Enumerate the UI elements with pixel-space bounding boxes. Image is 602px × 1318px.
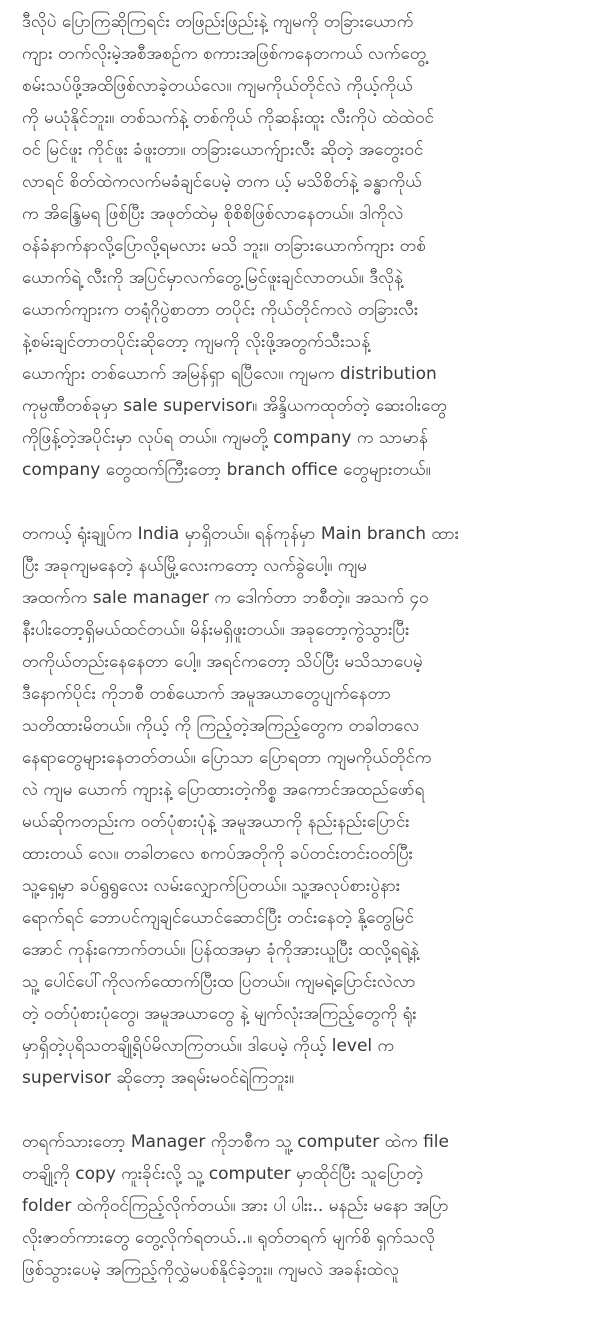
text-line: ရောက်ရင် ဘောပင်ကျချင်ယောင်ဆောင်ပြီး တင်းနေတဲ့ နို့တွေမြင် — [22, 908, 414, 928]
text-line: မယ်ဆိုကတည်းက ဝတ်ပုံစားပုံနဲ့ အမူအယာကို နည်းနည်းပြောင်း — [22, 812, 410, 832]
text-line: ကုမ္ပဏီတစ်ခုမှာ sale supervisor။ အိန္ဒိယကထုတ်တဲ့ ဆေးဝါးတွေ — [22, 396, 447, 416]
text-line: လဲ ကျမ ယောက် ကျားနဲ့ ပြောထားတဲ့ကိစ္စ အကောင်အထည်ဖော်ရ — [22, 780, 425, 800]
text-line: ကျား တက်လိုးမဲ့အစီအစဉ်က စကားအဖြစ်ကနေတကယ် လက်တွေ့ — [22, 44, 427, 64]
text-line: ကိုဖြန့်တဲ့အပိုင်းမှာ လုပ်ရ တယ်။ ကျမတို့ company က သာမာန် — [22, 428, 428, 448]
text-line: ကို မယုံနိုင်ဘူး။ တစ်သက်နဲ့ တစ်ကိုယ် ကိုဆန်းထူး လီးကိုပဲ ထဲထဲဝင် — [22, 108, 434, 128]
text-line: folder ထဲကိုဝင်ကြည့်လိုက်တယ်။ အား ပါ ပါးး.. မနည်း မနော အပြာ — [22, 1196, 449, 1216]
text-line: တချို့ကို copy ကူးခိုင်းလို့ သူ့ computer မှာထိုင်ပြီး သူပြောတဲ့ — [22, 1164, 424, 1184]
text-line: အောင် ကုန်းကောက်တယ်။ ပြန်ထအမှာ ခုံကိုအားယူပြီး ထလို့ရရဲ့နဲ့ — [22, 940, 419, 960]
text-line: အထက်က sale manager က ဒေါက်တာ ဘစီတဲ့။ အသက် ၄၀ — [22, 588, 429, 608]
text-line: ဒီလိုပဲ ပြောကြဆိုကြရင်း တဖြည်းဖြည်းနဲ့ ကျမကို တခြားယောက် — [22, 12, 414, 32]
text-line: supervisor ဆိုတော့ အရမ်းမဝင်ရဲကြဘူး။ — [22, 1068, 295, 1088]
paragraph — [22, 518, 588, 1094]
text-line: သူ့ ပေါင်ပေါ်ကိုလက်ထောက်ပြီးထ ပြတယ်။ ကျမရဲ့ပြောင်းလဲလာ — [22, 972, 416, 992]
text-line: တဲ့ ဝတ်ပုံစားပုံတွေ၊ အမူအယာတွေ နဲ့ မျက်လုံးအကြည့်တွေကို ရုံး — [22, 1004, 417, 1024]
text-line: တရက်သားတော့ Manager ကိုဘစီက သူ့ computer ထဲက file — [22, 1132, 449, 1152]
text-line: ဒီနောက်ပိုင်း ကိုဘစီ တစ်ယောက် အမူအယာတွေပျက်နေတာ — [22, 684, 391, 704]
text-line: စမ်းသပ်ဖို့အထိဖြစ်လာခဲ့တယ်လေ။ ကျမကိုယ်တိုင်လဲ ကိုယ့်ကိုယ် — [22, 76, 413, 96]
text-line: company တွေထက်ကြီးတော့ branch office တွေများတယ်။ — [22, 460, 431, 480]
text-line: လိုးဇာတ်ကားတွေ တွေ့လိုက်ရတယ်..။ ရုတ်တရက် မျက်စိ ရှက်သလို — [22, 1228, 435, 1248]
text-line: ပြီး အခုကျမနေတဲ့ နယ်မြို့လေးကတော့ လက်ခွဲပေါ့။ ကျမ — [22, 556, 367, 576]
text-line: နေရာတွေများနေတတ်တယ်။ ပြောသာ ပြောရတာ ကျမကိုယ်တိုင်က — [22, 748, 432, 768]
text-line: လာရင် စိတ်ထဲကလက်မခံချင်ပေမဲ့ တက ယ့် မသိစိတ်နဲ့ ခန္ဓာကိုယ် — [22, 172, 422, 192]
text-line: ယောက်ျား တစ်ယောက် အမြန်ရှာ ရပြီလေ။ ကျမက distribution — [22, 364, 437, 384]
text-line: ယောက်ကျားက တရုံဂိုပွဲစာတာ တပိုင်း ကိုယ်တိုင်ကလဲ တခြားလီး — [22, 300, 419, 320]
text-line: တကိုယ်တည်းနေနေတာ ပေါ့။ အရင်ကတော့ သိပ်ပြီး မသိသာပေမဲ့ — [22, 652, 423, 672]
text-line: နီးပါးတော့ရှိမယ်ထင်တယ်။ မိန်းမရှိဖူးတယ်။ အခုတော့ကွဲသွားပြီး — [22, 620, 410, 640]
text-line: ဖြစ်သွားပေမဲ့ အကြည့်ကိုလွှဲမပစ်နိုင်ခဲ့ဘူး။ ကျမလဲ အခန်းထဲလူ — [22, 1260, 400, 1280]
paragraph — [22, 6, 588, 486]
text-line: သူ့ရှေ့မှာ ခပ်ရွရွလေး လမ်းလျှောက်ပြတယ်။ သူ့အလုပ်စားပွဲနား — [22, 876, 401, 896]
text-line: သတိထားမိတယ်။ ကိုယ့် ကို ကြည့်တဲ့အကြည့်တွေက တခါတလေ — [22, 716, 420, 736]
text-line: ဝန်ခံနာက်နာလို့ပြောလို့ရမလား မသိ ဘူး။ တခြားယောက်ကျား တစ် — [22, 236, 426, 256]
text-line: တကယ့် ရုံးချုပ်က India မှာရှိတယ်။ ရန်ကုန်မှာ Main branch ထား — [22, 524, 460, 544]
text-line: မှာရှိတဲ့ပုရိသတချို့ရိပ်မိလာကြတယ်။ ဒါပေမဲ့ ကိုယ့် level က — [22, 1036, 395, 1056]
text-line: ယောက်ရဲ့ လီးကို အပြင်မှာလက်တွေ့မြင်ဖူးချင်လာတယ်။ ဒီလိုနဲ့ — [22, 268, 403, 288]
text-line: က အိန္ဒြေမရ ဖြစ်ပြီး အဖုတ်ထဲမှ စိုစိစိဖြစ်လာနေတယ်။ ဒါကိုလဲ — [22, 204, 404, 224]
text-line: နဲ့စမ်းချင်တာတပိုင်းဆိုတော့ ကျမကို လိုးဖို့အတွက်သီးသန့် — [22, 332, 371, 352]
document-body — [22, 6, 588, 1318]
text-line: ထားတယ် လေ။ တခါတလေ စကပ်အတိုကို ခပ်တင်းတင်းဝတ်ပြီး — [22, 844, 413, 864]
text-line: ဝင် မြင်ဖူး ကိုင်ဖူး ခံဖူးတာ။ တခြားယောက်ျားလီး ဆိုတဲ့ အတွေးဝင် — [22, 140, 424, 160]
paragraph — [22, 1126, 588, 1286]
